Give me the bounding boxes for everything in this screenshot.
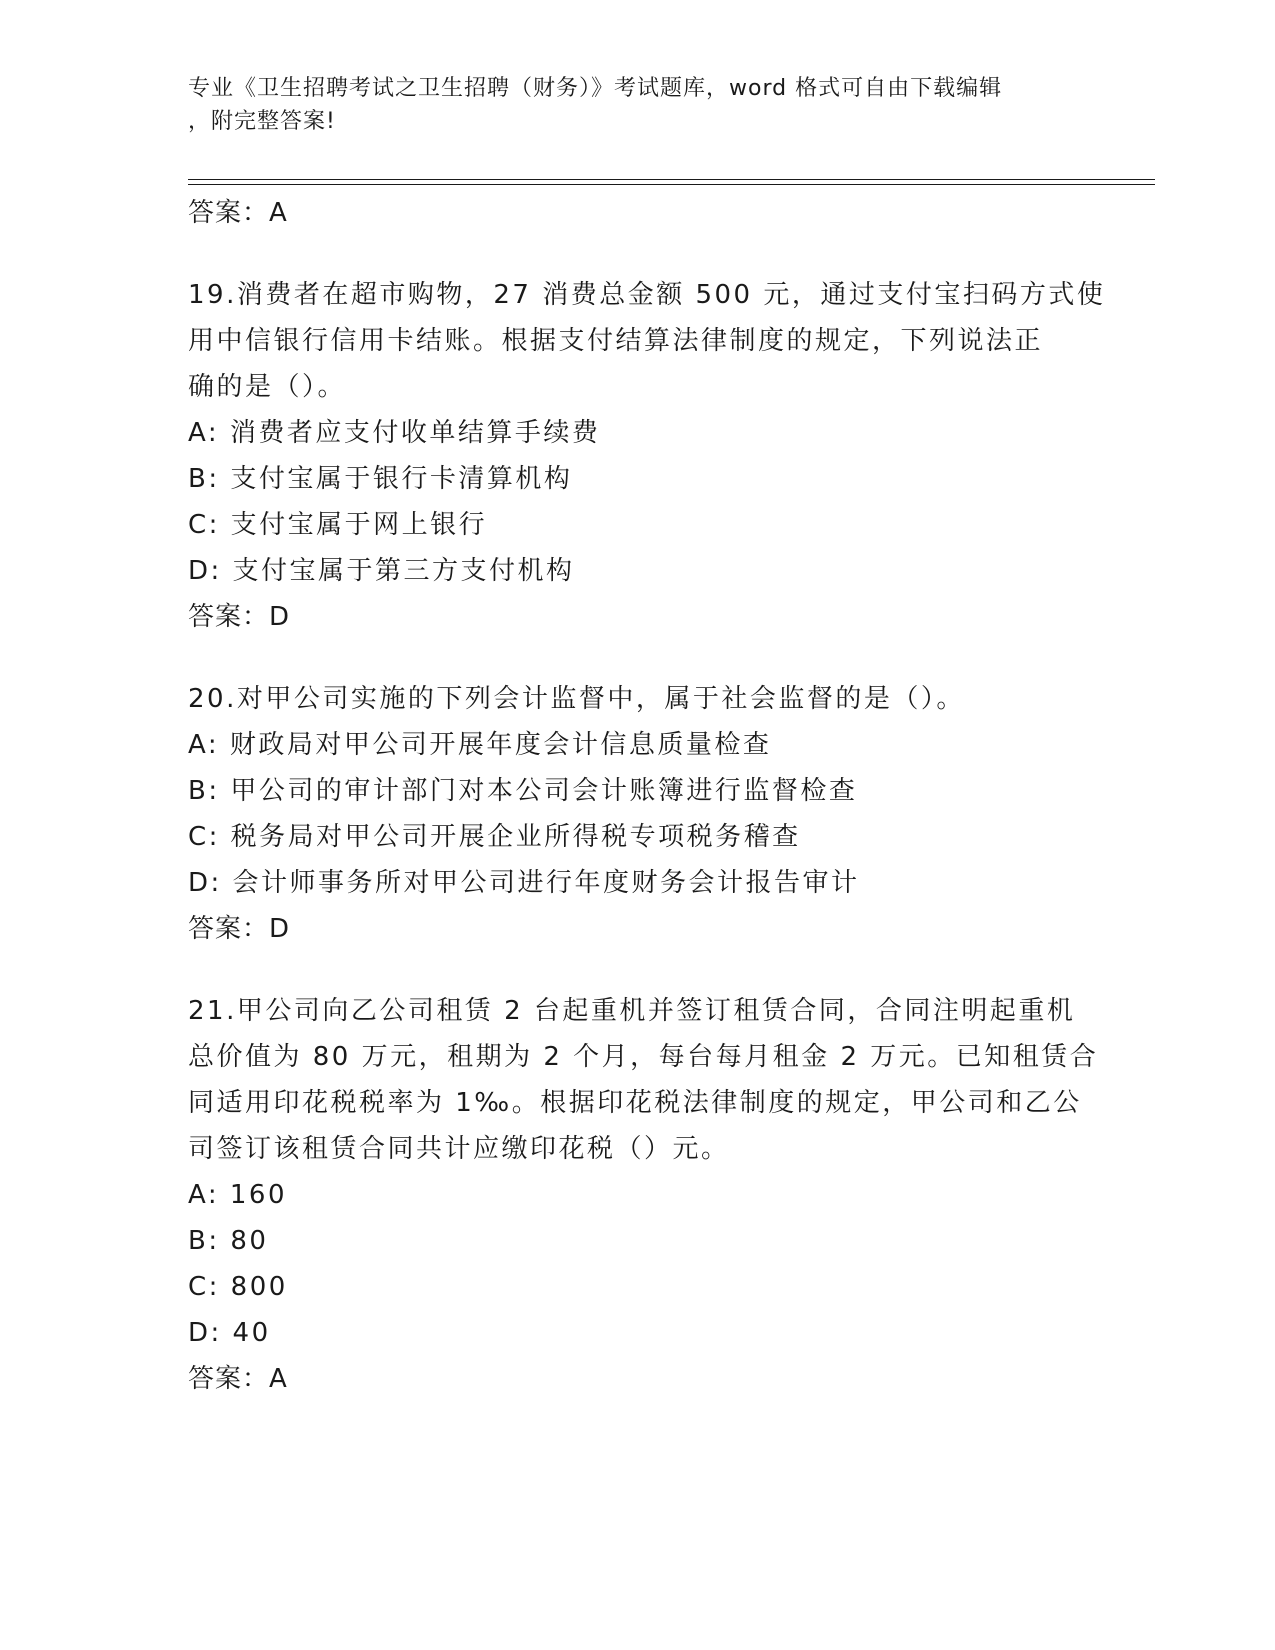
option-a: A: 160 — [188, 1180, 287, 1210]
option-c: C: 支付宝属于网上银行 — [188, 510, 488, 540]
header-divider — [188, 184, 1155, 185]
option-b: B: 支付宝属于银行卡清算机构 — [188, 464, 573, 494]
answer-line: 答案：A — [188, 198, 288, 228]
header-line: ，附完整答案! — [188, 109, 336, 134]
question-stem: 21.甲公司向乙公司租赁 2 台起重机并签订租赁合同，合同注明起重机 — [188, 996, 1076, 1026]
question-stem: 确的是（）。 — [188, 372, 347, 402]
spacer — [188, 952, 1088, 988]
option-a: A: 消费者应支付收单结算手续费 — [188, 418, 601, 448]
question-stem: 司签订该租赁合同共计应缴印花税（）元。 — [188, 1134, 730, 1164]
option-d: D: 40 — [188, 1318, 271, 1348]
option-c: C: 税务局对甲公司开展企业所得税专项税务稽查 — [188, 822, 801, 852]
option-d: D: 支付宝属于第三方支付机构 — [188, 556, 575, 586]
question-stem: 同适用印花税税率为 1‰。根据印花税法律制度的规定，甲公司和乙公 — [188, 1088, 1082, 1118]
question-stem: 总价值为 80 万元，租期为 2 个月，每台每月租金 2 万元。已知租赁合 — [188, 1042, 1099, 1072]
option-d: D: 会计师事务所对甲公司进行年度财务会计报告审计 — [188, 868, 860, 898]
question-21 — [188, 988, 1099, 1402]
answer-line: 答案：D — [188, 914, 291, 944]
answer-line: 答案：D — [188, 602, 291, 632]
document-header — [188, 72, 1088, 138]
option-c: C: 800 — [188, 1272, 288, 1302]
question-19 — [188, 272, 1106, 640]
option-b: B: 甲公司的审计部门对本公司会计账簿进行监督检查 — [188, 776, 858, 806]
question-stem: 20.对甲公司实施的下列会计监督中，属于社会监督的是（）。 — [188, 684, 965, 714]
answer-line: 答案：A — [188, 1364, 288, 1394]
question-list — [188, 190, 1106, 1402]
option-b: B: 80 — [188, 1226, 269, 1256]
spacer — [188, 640, 1088, 676]
question-stem: 19.消费者在超市购物，27 消费总金额 500 元，通过支付宝扫码方式使 — [188, 280, 1106, 310]
spacer — [188, 236, 1088, 272]
question-stem: 用中信银行信用卡结账。根据支付结算法律制度的规定，下列说法正 — [188, 326, 1044, 356]
header-line: 专业《卫生招聘考试之卫生招聘（财务）》考试题库，word 格式可自由下载编辑 — [188, 76, 1003, 101]
header-divider — [188, 179, 1155, 180]
question-20 — [188, 676, 1088, 952]
option-a: A: 财政局对甲公司开展年度会计信息质量检查 — [188, 730, 772, 760]
